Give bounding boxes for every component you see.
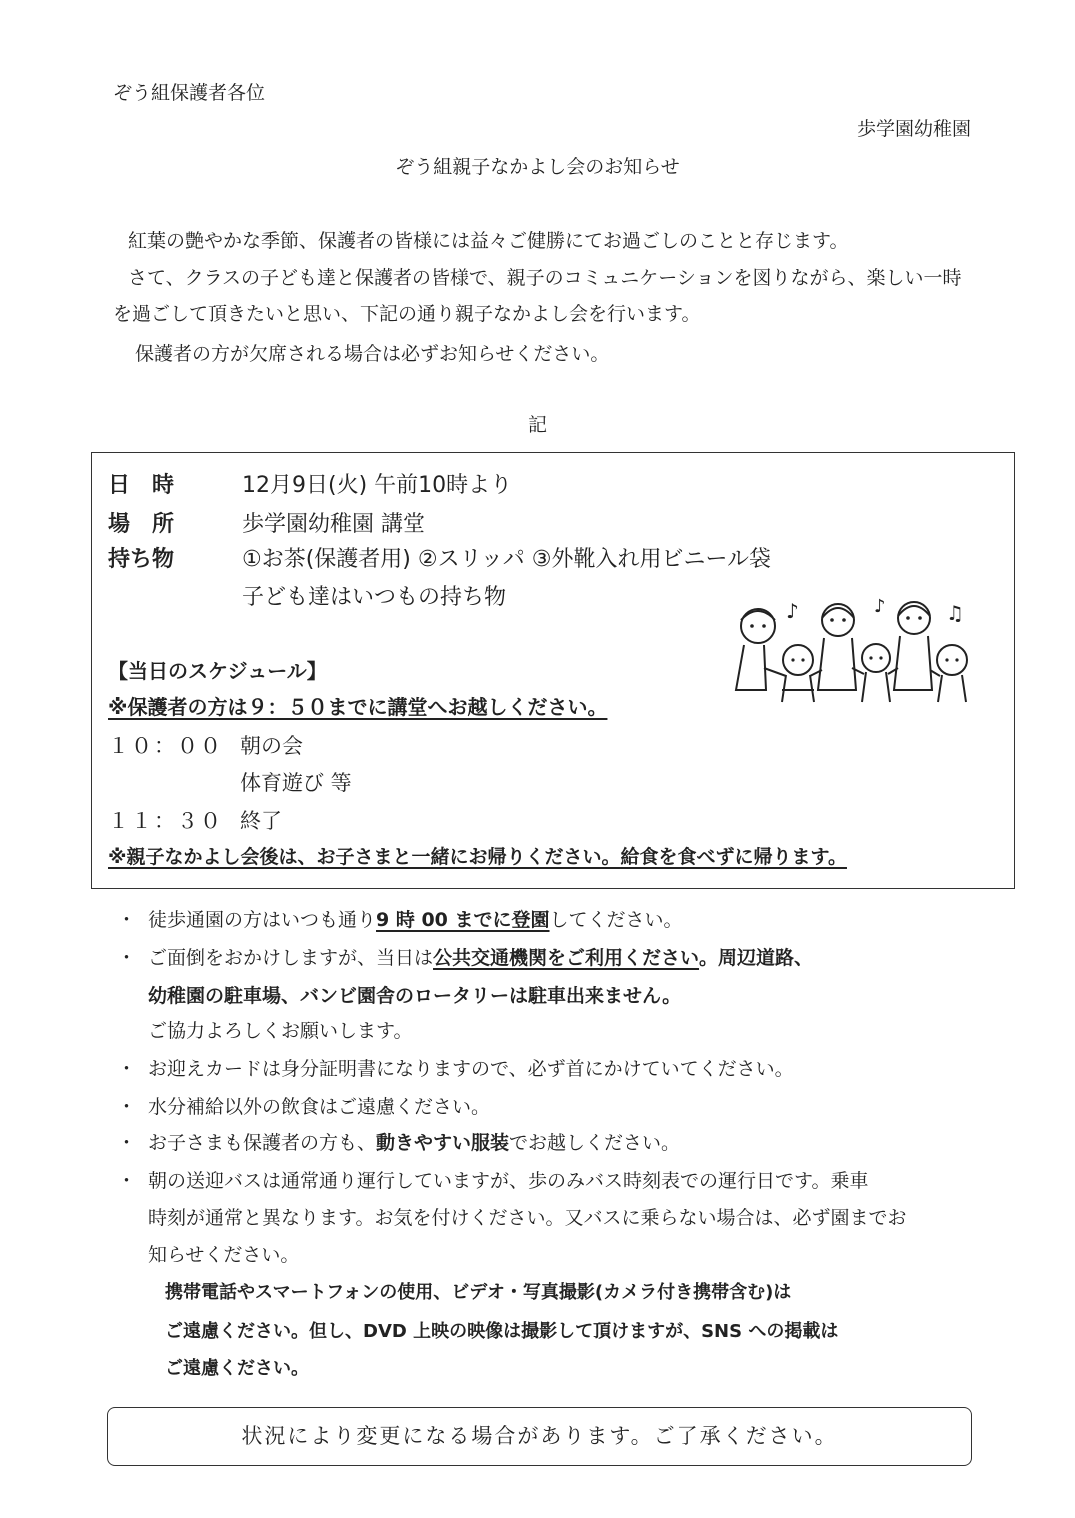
after-notice-b: 給食を食べずに帰ります。	[620, 846, 847, 868]
intro-line-1: 紅葉の艶やかな季節、保護者の皆様には益々ご健勝にてお過ごしのことと存じます。	[128, 230, 849, 252]
photo-notice-line-2: ご遠慮ください。但し、DVD 上映の映像は撮影して頂けますが、SNS への掲載は	[165, 1321, 839, 1342]
bullet-clothing-text-end: でお越しください。	[509, 1132, 681, 1154]
items-value: ①お茶(保護者用) ②スリッパ ③外靴入れ用ビニール袋	[242, 547, 772, 572]
bullet-bus-line-3: 知らせください。	[148, 1244, 300, 1266]
recipient-line: ぞう組保護者各位	[113, 82, 266, 104]
svg-text:♪: ♪	[874, 596, 886, 617]
schedule-event: 体育遊び 等	[240, 771, 352, 795]
ki-heading: 記	[527, 414, 547, 436]
bullet-walking-text: 徒歩通園の方はいつも通り	[148, 909, 377, 931]
bullet-walking	[148, 905, 683, 932]
bullet-dot: ・	[117, 1058, 137, 1080]
svg-text:♪: ♪	[786, 599, 799, 623]
datetime-label: 日 時	[108, 473, 175, 498]
bullet-clothing	[148, 1128, 680, 1155]
schedule-notice: ※保護者の方は９：５０までに講堂へお越しください。	[108, 695, 608, 719]
bullet-transport-line-2: 幼稚園の駐車場、バンビ園舎のロータリーは駐車出来ません。	[148, 985, 682, 1007]
intro-line-2: さて、クラスの子ども達と保護者の皆様で、親子のコミュニケーションを図りながら、楽しい一時	[128, 267, 962, 289]
items-label: 持ち物	[108, 547, 175, 572]
photo-notice-line-3: ご遠慮ください。	[165, 1358, 309, 1379]
items-value-2: 子ども達はいつもの持ち物	[242, 585, 507, 610]
schedule-heading: 【当日のスケジュール】	[108, 659, 327, 683]
bullet-clothing-emphasis: 動きやすい服装	[376, 1132, 510, 1154]
schedule-row	[108, 730, 303, 760]
bullet-pickup-card: お迎えカードは身分証明書になりますので、必ず首にかけていてください。	[148, 1058, 794, 1080]
bullet-dot: ・	[117, 947, 137, 969]
place-label: 場 所	[108, 512, 175, 537]
bullet-transport-emphasis: 公共交通機関をご利用ください	[433, 947, 700, 969]
footer-notice: 状況により変更になる場合があります。ご了承ください。	[241, 1424, 838, 1448]
bullet-clothing-text: お子さまも保護者の方も、	[148, 1132, 377, 1154]
bullet-food: 水分補給以外の飲食はご遠慮ください。	[148, 1096, 491, 1118]
bullet-dot: ・	[117, 1170, 137, 1192]
schedule-event: 朝の会	[240, 734, 303, 758]
bullet-walking-text-end: してください。	[549, 909, 683, 931]
schedule-row	[108, 805, 282, 835]
bullet-walking-time: 9 時 00 までに登園	[376, 909, 550, 931]
schedule-event: 終了	[240, 809, 282, 833]
children-illustration	[716, 590, 981, 715]
bullet-dot: ・	[117, 1096, 137, 1118]
intro-line-3: を過ごして頂きたいと思い、下記の通り親子なかよし会を行います。	[113, 303, 701, 325]
bullet-transport	[148, 943, 813, 970]
datetime-row	[108, 468, 512, 499]
after-event-notice	[108, 842, 847, 869]
sender-name: 歩学園幼稚園	[856, 118, 971, 140]
bullet-transport-text: ご面倒をおかけしますが、当日は	[148, 947, 434, 969]
schedule-row	[108, 767, 352, 797]
bullet-transport-emphasis-end: 。周辺道路、	[699, 947, 814, 969]
bullet-dot: ・	[117, 1132, 137, 1154]
svg-text:♫: ♫	[946, 601, 964, 625]
bullet-bus-line-1: 朝の送迎バスは通常通り運行していますが、歩のみバス時刻表での運行日です。乗車	[148, 1170, 869, 1192]
datetime-value: 12月9日(火) 午前10時より	[242, 473, 513, 498]
bullet-bus-line-2: 時刻が通常と異なります。お気を付けください。又バスに乗らない場合は、必ず園までお	[148, 1207, 907, 1229]
schedule-time: １０：００	[108, 734, 223, 758]
bullet-dot: ・	[117, 909, 137, 931]
page-title: ぞう組親子なかよし会のお知らせ	[395, 156, 680, 178]
photo-notice-line-1: 携帯電話やスマートフォンの使用、ビデオ・写真撮影(カメラ付き携帯含む)は	[165, 1282, 792, 1303]
place-value: 歩学園幼稚園 講堂	[242, 512, 425, 537]
intro-line-4: 保護者の方が欠席される場合は必ずお知らせください。	[135, 343, 610, 365]
items-row	[108, 542, 771, 573]
figure-head	[741, 609, 775, 643]
schedule-time: １１：３０	[108, 809, 223, 833]
bullet-transport-line-3: ご協力よろしくお願いします。	[148, 1020, 413, 1042]
place-row	[108, 507, 425, 538]
after-notice-a: ※親子なかよし会後は、お子さまと一緒にお帰りください。	[108, 846, 621, 868]
